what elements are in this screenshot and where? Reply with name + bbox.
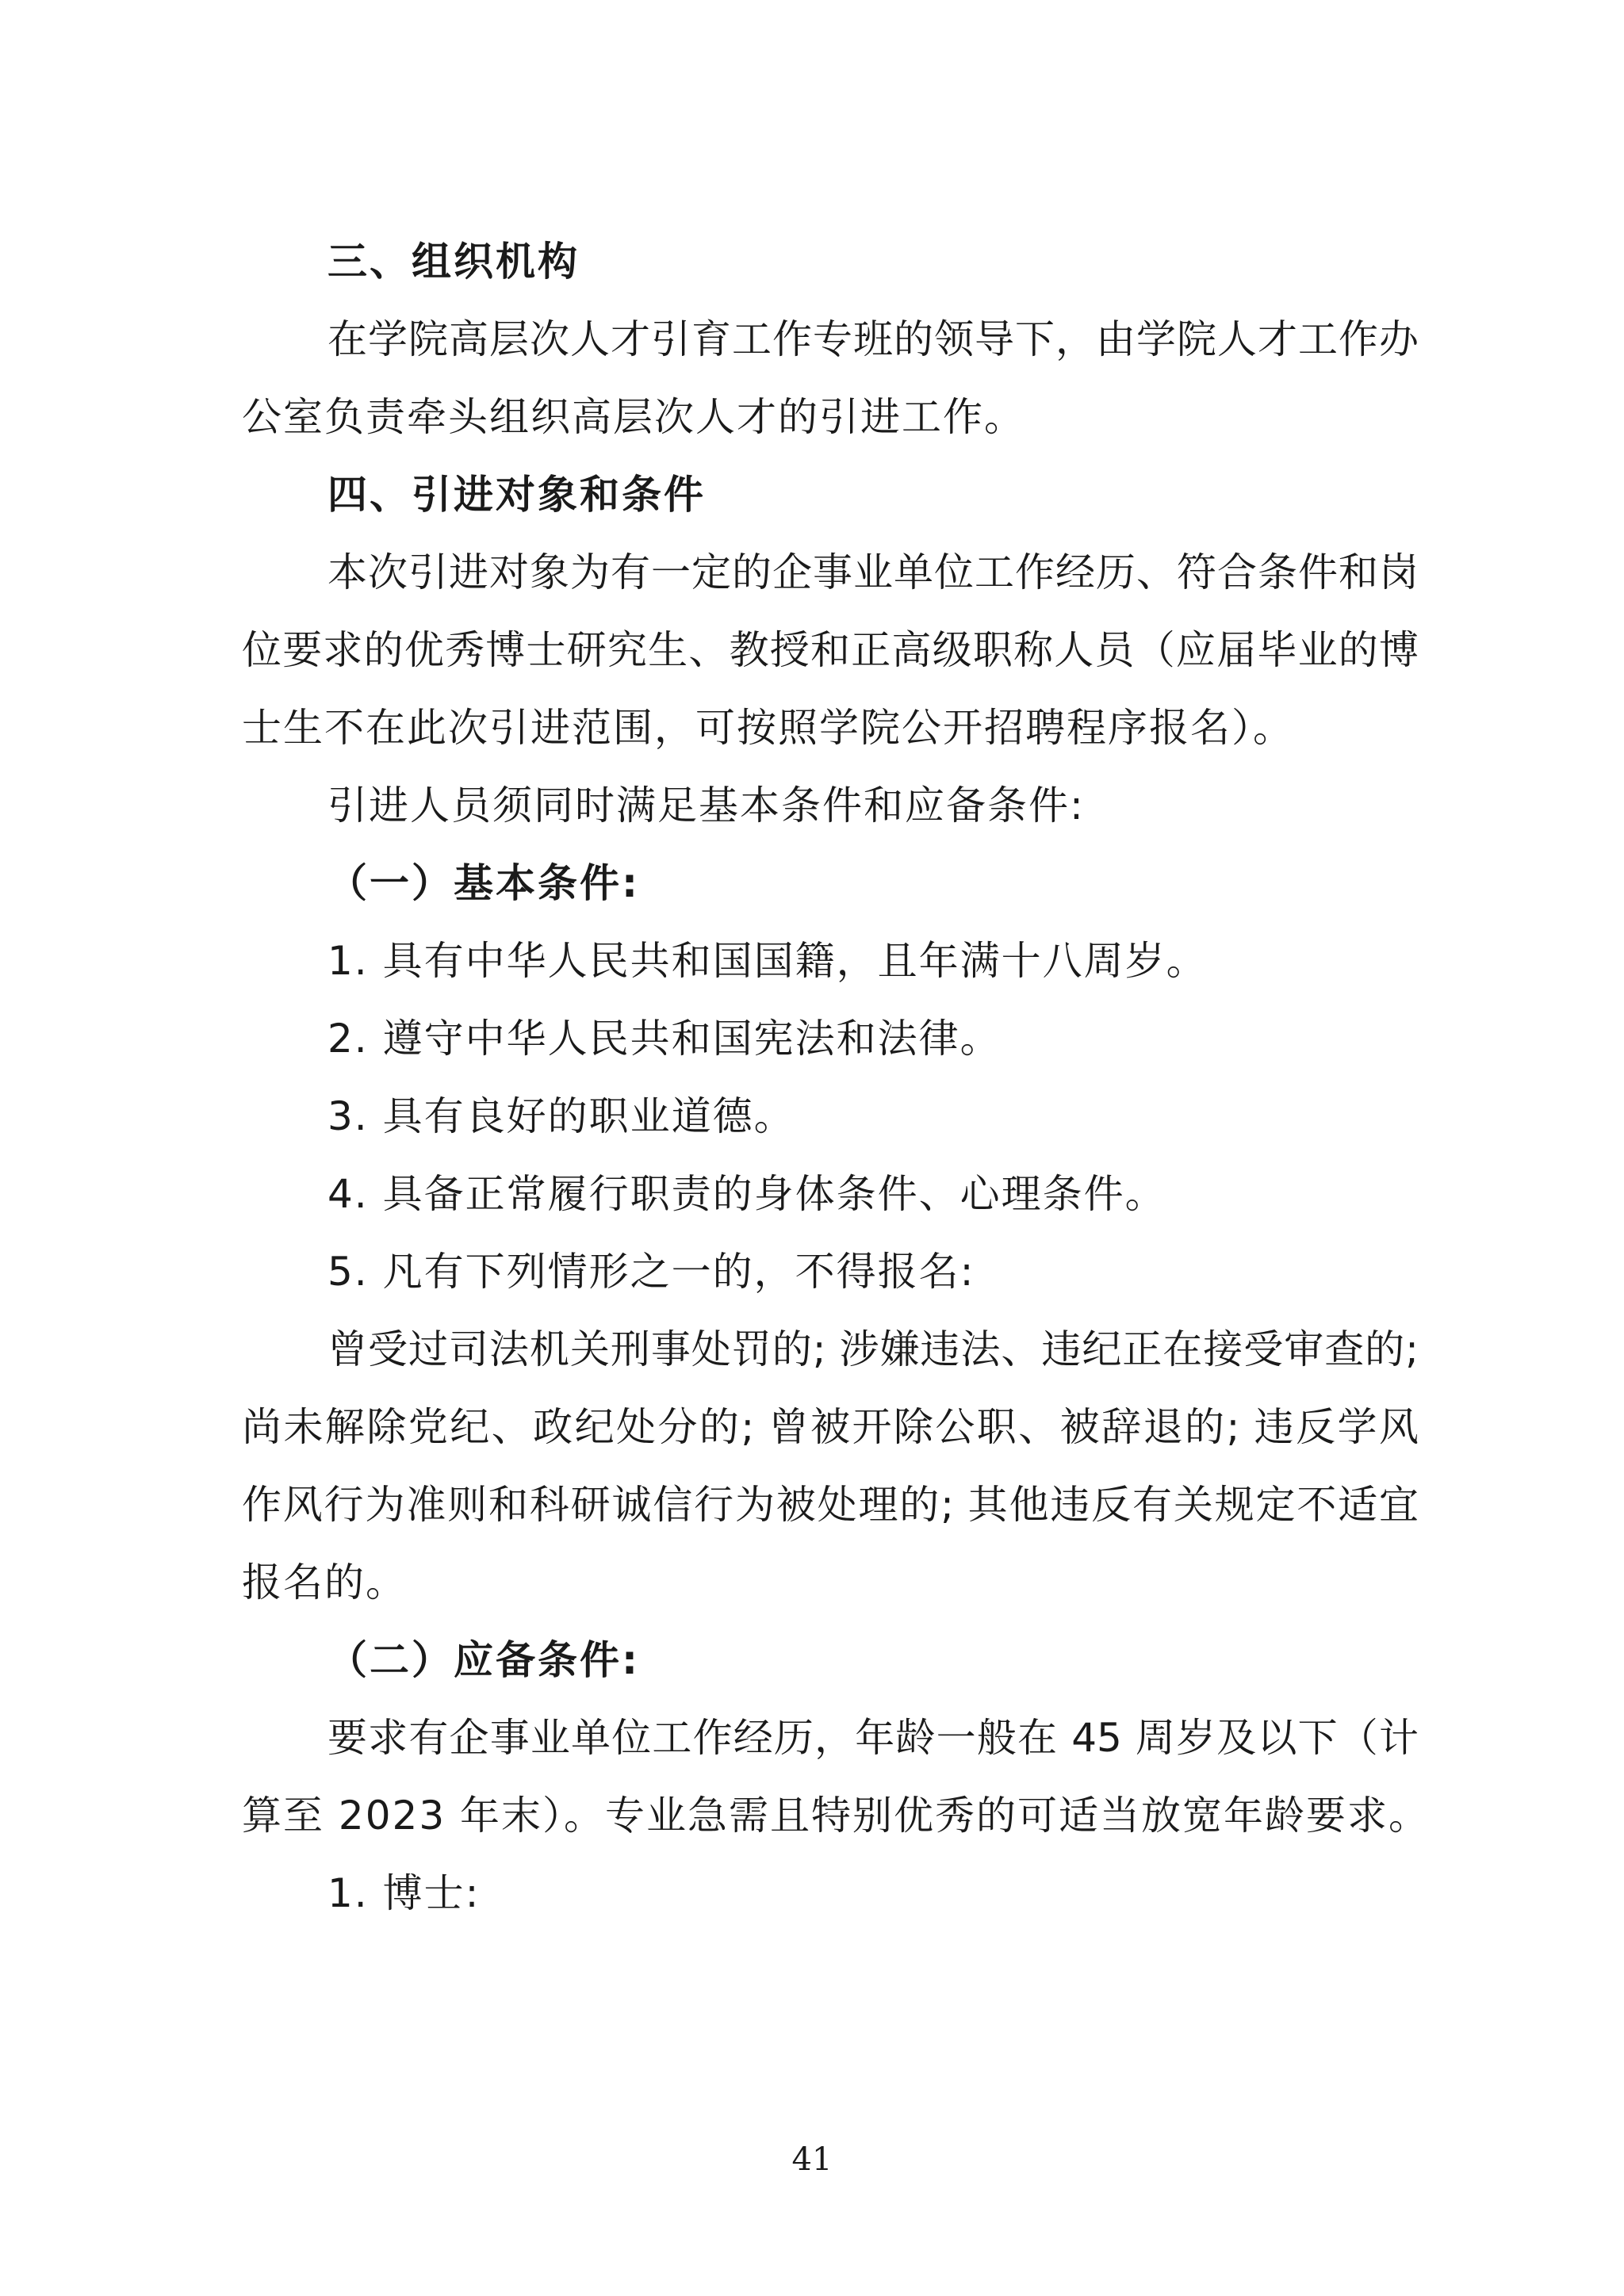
list-item: 3. 具有良好的职业道德。 xyxy=(327,1093,795,1139)
paragraph-line: 算至 2023 年末）。专业急需且特别优秀的可适当放宽年龄要求。 xyxy=(242,1793,1431,1839)
paragraph-line: 引进人员须同时满足基本条件和应备条件: xyxy=(327,783,1085,828)
paragraph-line: 在学院高层次人才引育工作专班的领导下，由学院人才工作办 xyxy=(327,316,1419,362)
list-item: 1. 具有中华人民共和国国籍，且年满十八周岁。 xyxy=(327,938,1208,984)
subsection-heading-basic: （一）基本条件: xyxy=(327,860,640,906)
paragraph-line: 作风行为准则和科研诚信行为被处理的; 其他违反有关规定不适宜 xyxy=(242,1482,1419,1528)
page-number: 41 xyxy=(791,2141,833,2178)
subsection-heading-required: （二）应备条件: xyxy=(327,1637,640,1683)
section-heading-organization: 三、组织机构 xyxy=(327,239,580,285)
section-heading-recruitment: 四、引进对象和条件 xyxy=(327,472,706,518)
list-item: 5. 凡有下列情形之一的，不得报名: xyxy=(327,1249,975,1295)
paragraph-line: 本次引进对象为有一定的企事业单位工作经历、符合条件和岗 xyxy=(327,549,1419,595)
list-item: 2. 遵守中华人民共和国宪法和法律。 xyxy=(327,1016,1002,1062)
list-item: 4. 具备正常履行职责的身体条件、心理条件。 xyxy=(327,1171,1166,1217)
paragraph-line: 士生不在此次引进范围，可按照学院公开招聘程序报名）。 xyxy=(242,705,1294,751)
paragraph-line: 位要求的优秀博士研究生、教授和正高级职称人员（应届毕业的博 xyxy=(242,627,1419,673)
paragraph-line: 要求有企事业单位工作经历，年龄一般在 45 周岁及以下（计 xyxy=(327,1715,1419,1761)
paragraph-line: 尚未解除党纪、政纪处分的; 曾被开除公职、被辞退的; 违反学风 xyxy=(242,1404,1419,1450)
paragraph-line: 报名的。 xyxy=(242,1559,407,1605)
list-item: 1. 博士: xyxy=(327,1870,481,1916)
paragraph-line: 公室负责牵头组织高层次人才的引进工作。 xyxy=(242,394,1025,440)
paragraph-line: 曾受过司法机关刑事处罚的; 涉嫌违法、违纪正在接受审查的; xyxy=(327,1326,1419,1372)
